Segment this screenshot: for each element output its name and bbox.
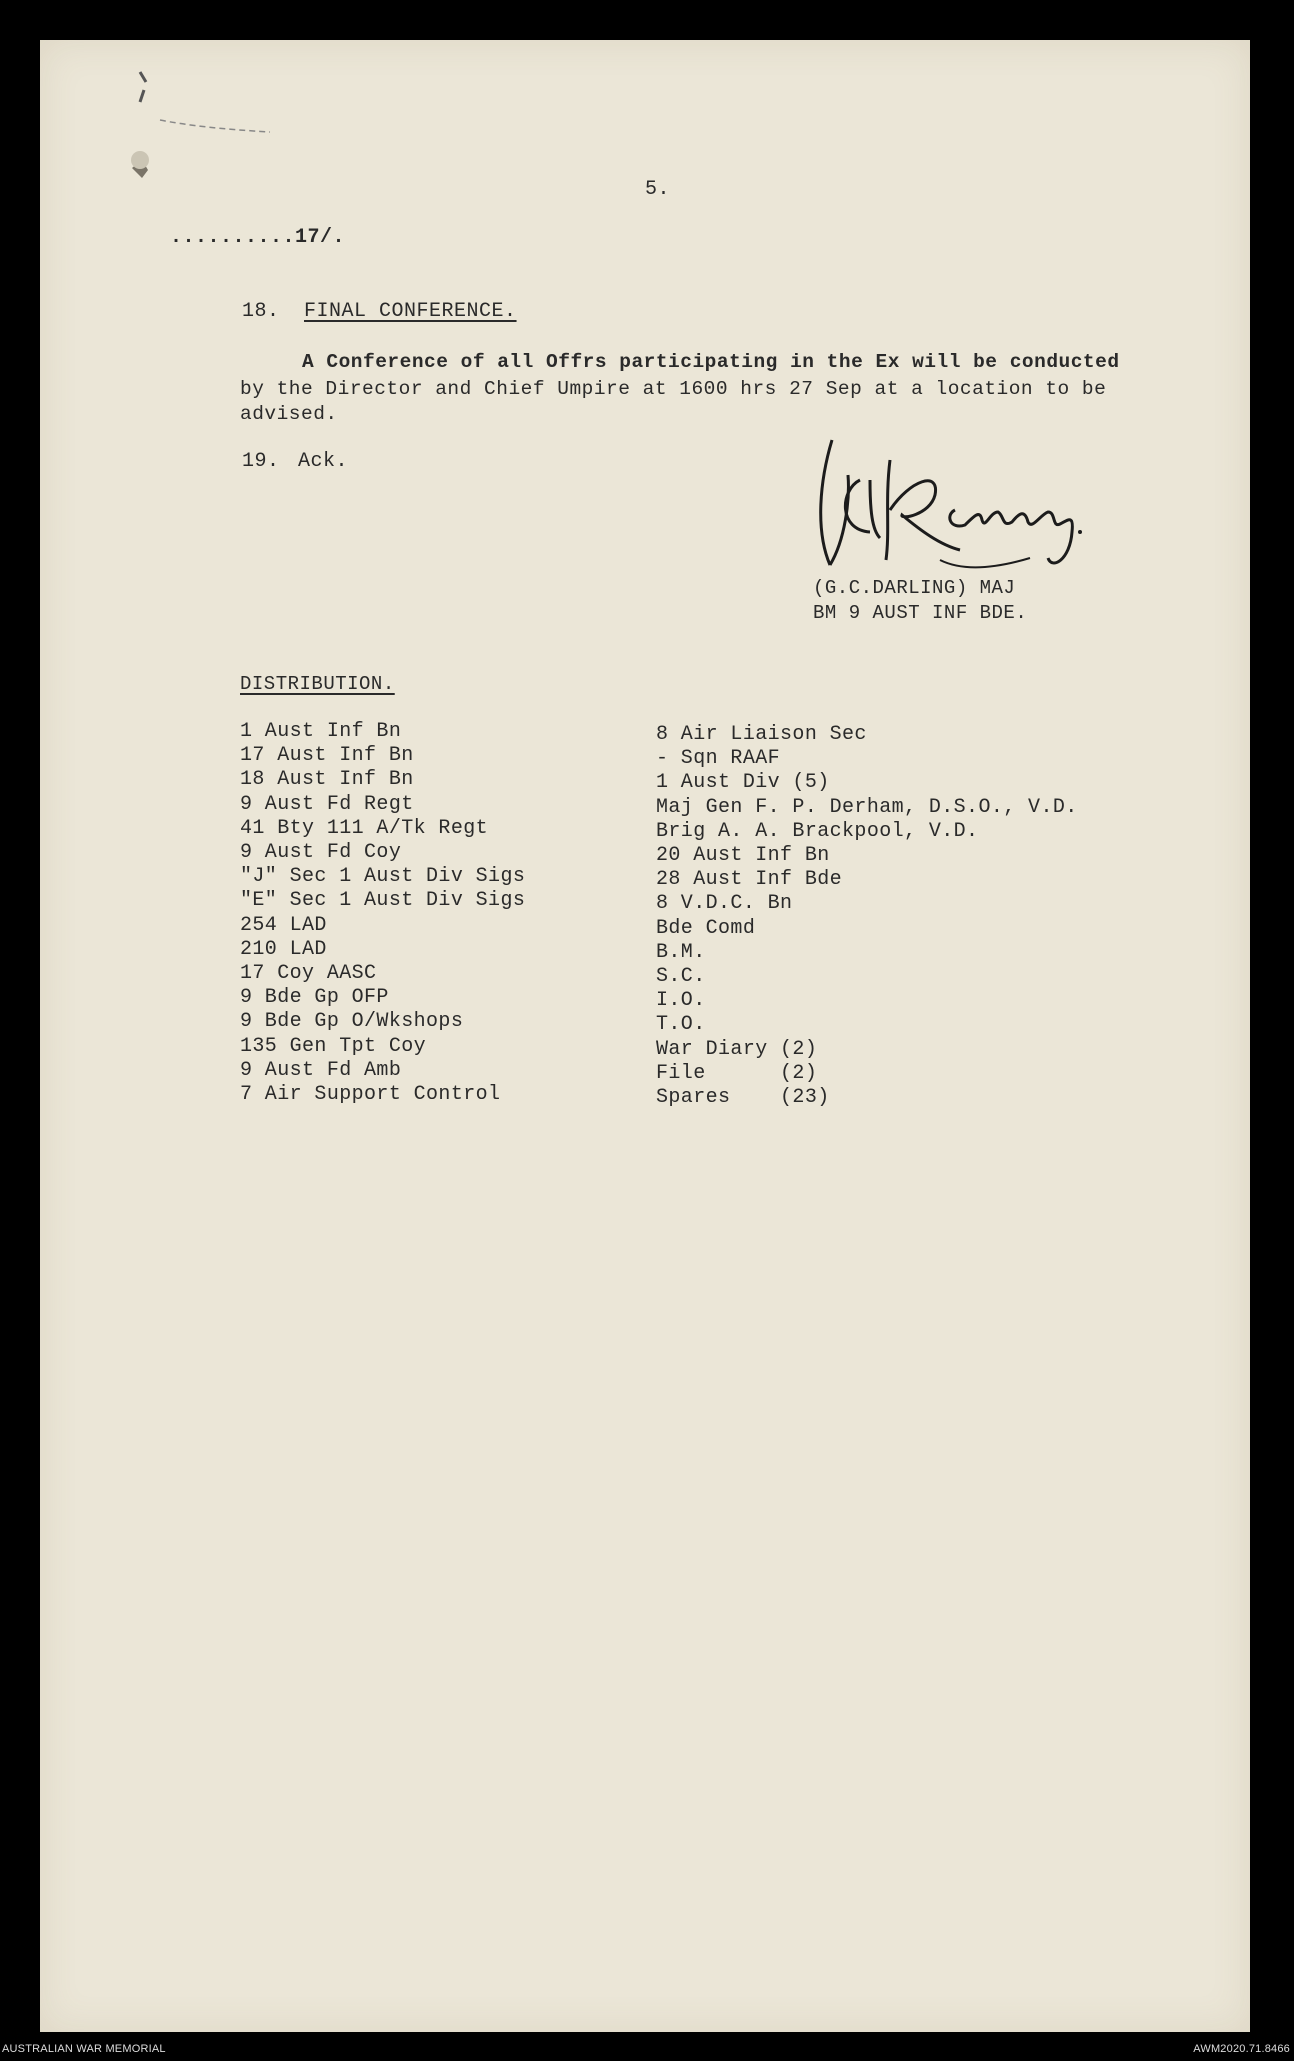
distribution-item: 210 LAD xyxy=(240,937,327,961)
signature-title: BM 9 AUST INF BDE. xyxy=(813,602,1028,624)
distribution-item: War Diary (2) xyxy=(656,1037,818,1061)
distribution-item: 17 Coy AASC xyxy=(240,962,377,986)
distribution-item: - Sqn RAAF xyxy=(656,747,781,771)
section-18-line-1: A Conference of all Offrs participating in the Ex will be conducted xyxy=(302,351,1120,373)
distribution-item: Bde Comd xyxy=(656,916,756,940)
section-18-number: 18. xyxy=(242,300,280,323)
section-19-text: Ack. xyxy=(298,450,349,473)
distribution-item: 17 Aust Inf Bn xyxy=(240,744,414,768)
section-18-line-3: advised. xyxy=(240,403,338,425)
distribution-item: Maj Gen F. P. Derham, D.S.O., V.D. xyxy=(656,795,1078,819)
handwritten-signature xyxy=(790,420,1100,590)
distribution-item: 9 Aust Fd Coy xyxy=(240,841,402,865)
distribution-item: File (2) xyxy=(656,1061,818,1085)
distribution-item: 9 Bde Gp O/Wkshops xyxy=(240,1010,464,1034)
footer-accession-number: AWM2020.71.8466 xyxy=(1193,2043,1290,2055)
distribution-item: S.C. xyxy=(656,965,706,989)
distribution-item: 28 Aust Inf Bde xyxy=(656,868,843,892)
distribution-item: 18 Aust Inf Bn xyxy=(240,768,414,792)
distribution-item: 8 V.D.C. Bn xyxy=(656,892,793,916)
distribution-list-left xyxy=(240,720,525,1107)
distribution-item: T.O. xyxy=(656,1013,706,1037)
distribution-item: "E" Sec 1 Aust Div Sigs xyxy=(240,889,526,913)
distribution-item: 8 Air Liaison Sec xyxy=(656,723,867,746)
footer-institution: AUSTRALIAN WAR MEMORIAL xyxy=(2,2043,166,2055)
continuation-marker: ..........17/. xyxy=(170,226,346,249)
distribution-item: 41 Bty 111 A/Tk Regt xyxy=(240,816,489,840)
distribution-heading: DISTRIBUTION. xyxy=(240,673,395,695)
distribution-item: 1 Aust Inf Bn xyxy=(240,720,402,743)
staple-marks xyxy=(80,60,280,200)
distribution-item: B.M. xyxy=(656,940,706,964)
section-19-number: 19. xyxy=(242,450,280,473)
distribution-item: Brig A. A. Brackpool, V.D. xyxy=(656,819,979,843)
distribution-item: 1 Aust Div (5) xyxy=(656,771,830,795)
distribution-item: "J" Sec 1 Aust Div Sigs xyxy=(240,865,526,889)
signature-name: (G.C.DARLING) MAJ xyxy=(813,577,1016,599)
distribution-item: 135 Gen Tpt Coy xyxy=(240,1034,427,1058)
section-18-line-2: by the Director and Chief Umpire at 1600 hrs 27 Sep at a location to be xyxy=(240,378,1107,400)
distribution-item: I.O. xyxy=(656,989,706,1013)
page-number: 5. xyxy=(645,178,671,201)
distribution-item: Spares (23) xyxy=(656,1086,830,1110)
section-18-heading: FINAL CONFERENCE. xyxy=(304,300,517,323)
distribution-list-right xyxy=(656,723,1078,1110)
distribution-item: 254 LAD xyxy=(240,913,327,937)
distribution-item: 9 Bde Gp OFP xyxy=(240,986,389,1010)
distribution-item: 9 Aust Fd Regt xyxy=(240,792,414,816)
distribution-item: 7 Air Support Control xyxy=(240,1083,501,1107)
distribution-item: 20 Aust Inf Bn xyxy=(656,844,830,868)
distribution-item: 9 Aust Fd Amb xyxy=(240,1058,402,1082)
